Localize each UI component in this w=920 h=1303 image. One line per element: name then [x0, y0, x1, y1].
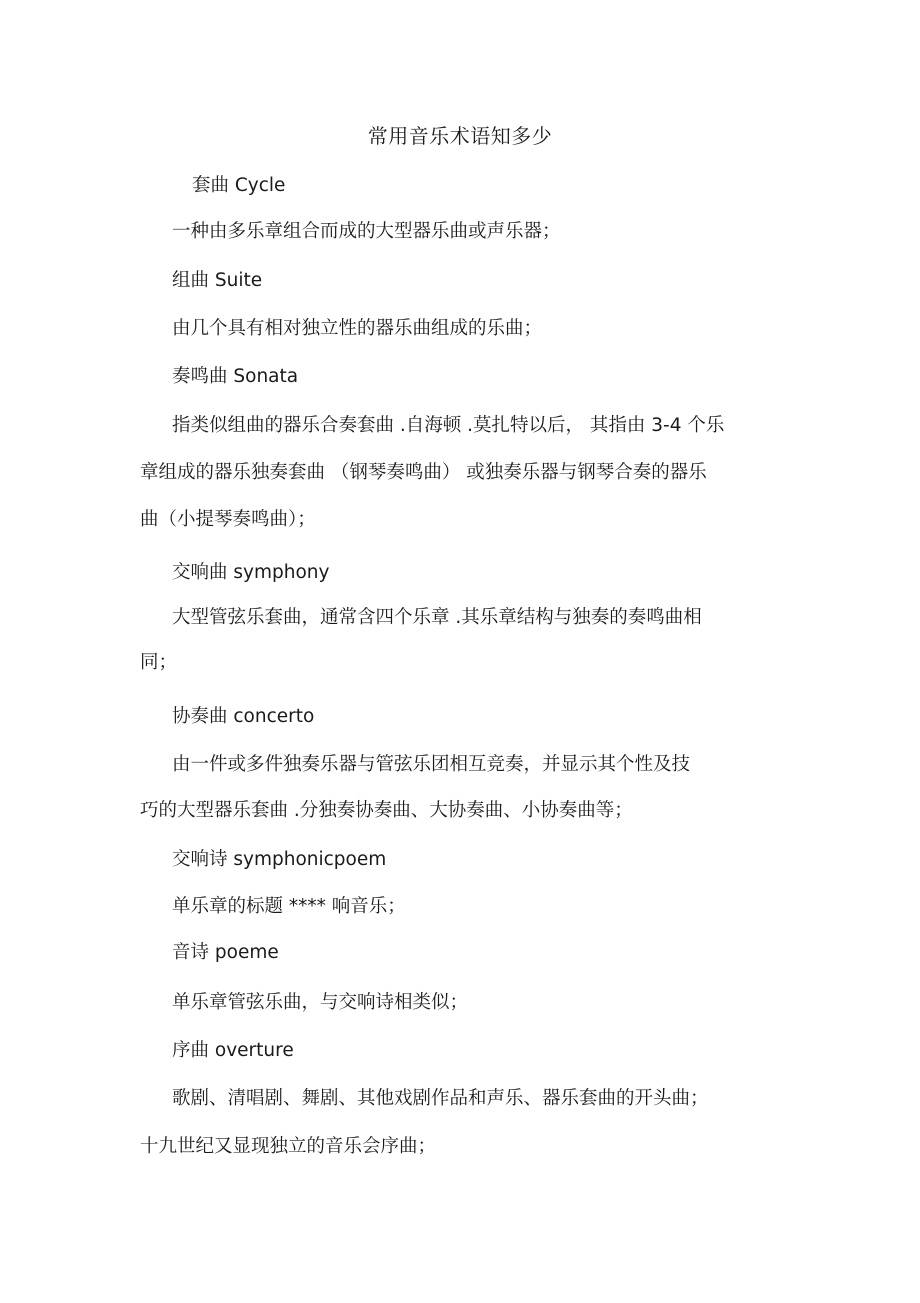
definition-suite: 由几个具有相对独立性的器乐曲组成的乐曲；: [172, 318, 543, 339]
definition-sonata-line-2: 章组成的器乐独奏套曲 （钢琴奏鸣曲） 或独奏乐器与钢琴合奏的器乐: [140, 462, 707, 483]
definition-symphony-line-2: 同；: [140, 652, 178, 673]
term-symphonic-poem: 交响诗 symphonicpoem: [172, 849, 387, 870]
term-symphony: 交响曲 symphony: [172, 562, 330, 583]
definition-sonata-line-1: 指类似组曲的器乐合奏套曲 .自海顿 .莫扎特以后， 其指由 3-4 个乐: [172, 415, 725, 436]
definition-symphonic-poem: 单乐章的标题 **** 响音乐；: [172, 896, 406, 917]
definition-symphony-line-1: 大型管弦乐套曲，通常含四个乐章 .其乐章结构与独奏的奏鸣曲相: [172, 607, 702, 628]
term-sonata: 奏鸣曲 Sonata: [172, 366, 299, 387]
definition-poeme: 单乐章管弦乐曲，与交响诗相类似；: [172, 992, 469, 1013]
definition-overture-line-1: 歌剧、清唱剧、舞剧、其他戏剧作品和声乐、器乐套曲的开头曲；: [172, 1088, 709, 1109]
definition-overture-line-2: 十九世纪又显现独立的音乐会序曲；: [140, 1136, 437, 1157]
term-poeme: 音诗 poeme: [172, 942, 279, 963]
definition-concerto-line-2: 巧的大型器乐套曲 .分独奏协奏曲、大协奏曲、小协奏曲等；: [140, 800, 633, 821]
definition-cycle: 一种由多乐章组合而成的大型器乐曲或声乐器；: [172, 221, 561, 242]
term-overture: 序曲 overture: [172, 1040, 294, 1061]
term-suite: 组曲 Suite: [172, 270, 263, 291]
page-title: 常用音乐术语知多少: [367, 124, 553, 148]
term-cycle: 套曲 Cycle: [192, 175, 286, 196]
definition-concerto-line-1: 由一件或多件独奏乐器与管弦乐团相互竞奏，并显示其个性及技: [172, 754, 691, 775]
definition-sonata-line-3: 曲（小提琴奏鸣曲）；: [140, 509, 316, 530]
term-concerto: 协奏曲 concerto: [172, 706, 315, 727]
